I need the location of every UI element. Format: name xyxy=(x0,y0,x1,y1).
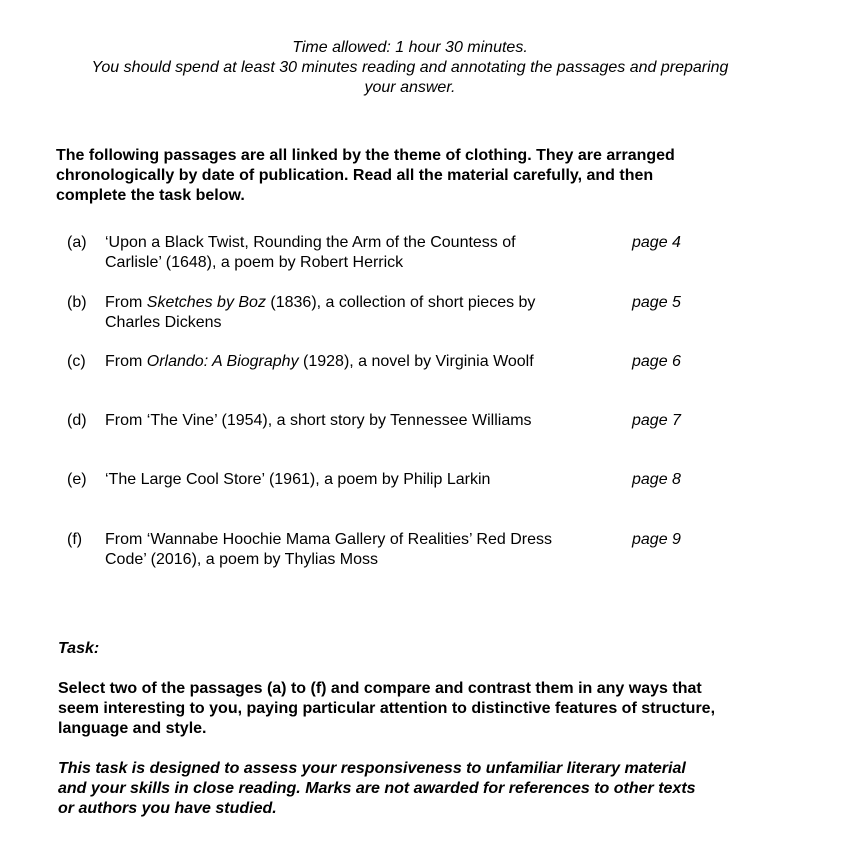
passage-item-c xyxy=(0,352,847,392)
time-allowed-line: Time allowed: 1 hour 30 minutes. xyxy=(292,39,528,56)
passage-work-title: Orlando: A Biography xyxy=(146,353,299,370)
passage-title: From ‘The Vine’ (1954), a short story by Tennessee Williams xyxy=(105,412,532,429)
passage-text: From xyxy=(105,353,147,370)
passage-item-b xyxy=(0,293,847,333)
passage-title: ‘The Large Cool Store’ (1961), a poem by Philip Larkin xyxy=(105,471,491,488)
passage-page: page 9 xyxy=(632,531,681,548)
intro-line: chronologically by date of publication. Read all the material carefully, and then xyxy=(56,167,654,184)
passage-page: page 7 xyxy=(632,412,681,429)
task-instruction-line: language and style. xyxy=(58,720,207,737)
task-heading: Task: xyxy=(58,640,100,657)
intro-line: complete the task below. xyxy=(56,187,245,204)
passage-page: page 5 xyxy=(632,294,681,311)
passage-page: page 6 xyxy=(632,353,681,370)
passage-item-e xyxy=(0,470,847,510)
passage-page: page 8 xyxy=(632,471,681,488)
time-instructions-line: You should spend at least 30 minutes reading and annotating the passages and preparing xyxy=(91,59,729,76)
passage-text: Charles Dickens xyxy=(105,314,222,331)
task-note-line: and your skills in close reading. Marks are not awarded for references to other texts xyxy=(58,780,696,797)
passage-title xyxy=(105,530,552,570)
passage-text: From ‘Wannabe Hoochie Mama Gallery of Realities’ Red Dress xyxy=(105,531,552,548)
passage-title xyxy=(105,293,535,333)
task-note-line: or authors you have studied. xyxy=(58,800,277,817)
passage-title xyxy=(105,233,516,273)
passage-text: Code’ (2016), a poem by Thylias Moss xyxy=(105,551,379,568)
passage-text: Carlisle’ (1648), a poem by Robert Herrick xyxy=(105,254,404,271)
passage-label: (f) xyxy=(67,531,83,548)
passage-page: page 4 xyxy=(632,234,681,251)
passage-label: (d) xyxy=(67,412,87,429)
passage-item-f xyxy=(0,530,847,570)
passage-work-title: Sketches by Boz xyxy=(146,294,266,311)
task-instruction-line: Select two of the passages (a) to (f) and compare and contrast them in any ways that xyxy=(58,680,702,697)
passage-text: ‘Upon a Black Twist, Rounding the Arm of the Countess of xyxy=(105,234,516,251)
time-instructions-line: your answer. xyxy=(364,79,456,96)
passage-text: From xyxy=(105,294,147,311)
passage-label: (c) xyxy=(67,353,86,370)
passage-label: (e) xyxy=(67,471,87,488)
task-instruction-line: seem interesting to you, paying particular attention to distinctive features of structure, xyxy=(58,700,716,717)
passage-text: (1836), a collection of short pieces by xyxy=(265,294,536,311)
passage-item-d xyxy=(0,411,847,451)
passage-item-a xyxy=(0,233,847,273)
passage-label: (b) xyxy=(67,294,87,311)
passage-label: (a) xyxy=(67,234,87,251)
passage-title xyxy=(105,352,534,372)
passage-text: (1928), a novel by Virginia Woolf xyxy=(298,353,534,370)
task-note-line: This task is designed to assess your responsiveness to unfamiliar literary material xyxy=(58,760,686,777)
intro-line: The following passages are all linked by the theme of clothing. They are arranged xyxy=(56,147,675,164)
